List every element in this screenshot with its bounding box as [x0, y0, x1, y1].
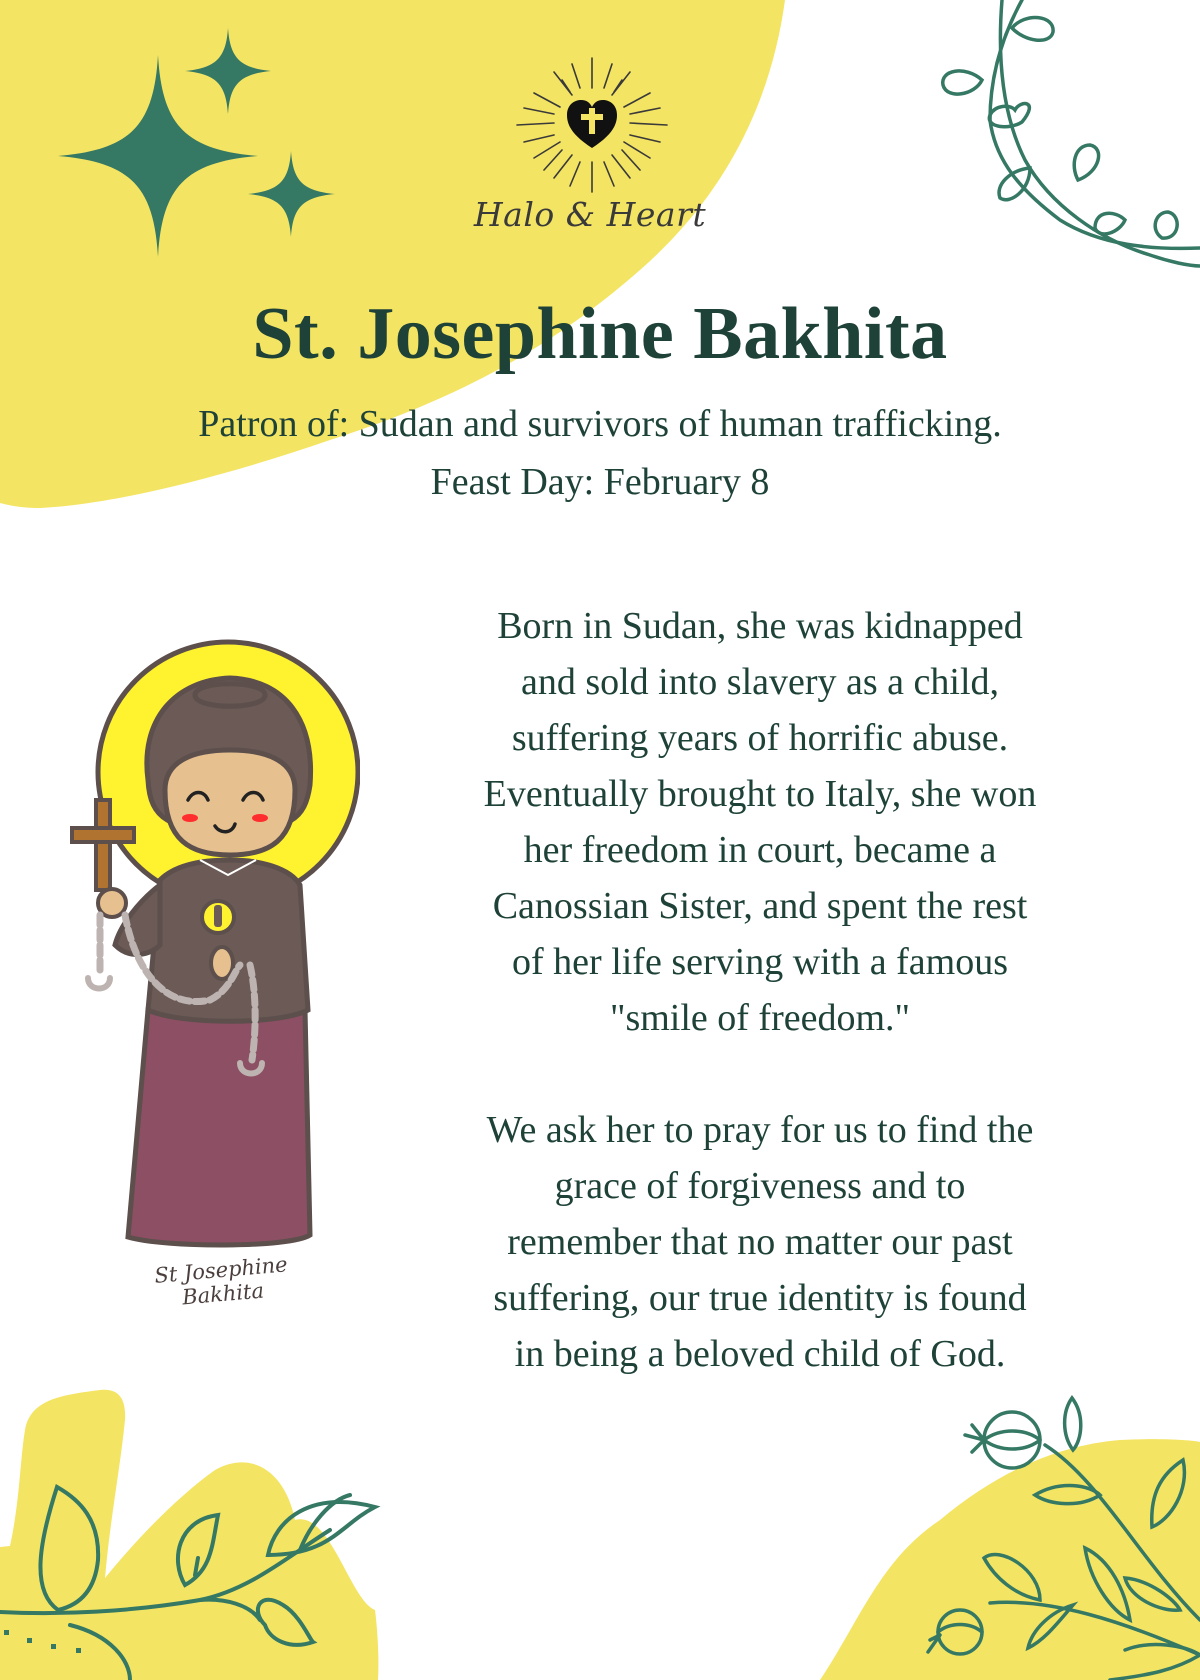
- bio-line: suffering years of horrific abuse.: [511, 717, 1009, 759]
- bio-line: Eventually brought to Italy, she won: [483, 773, 1037, 815]
- bio-line: Canossian Sister, and spent the rest: [492, 885, 1028, 927]
- patron-line: Patron of: Sudan and survivors of human trafficking.: [198, 403, 1002, 445]
- bio-line: of her life serving with a famous: [512, 941, 1008, 983]
- robe: [128, 1010, 310, 1245]
- bio-line: remember that no matter our past: [507, 1221, 1013, 1263]
- bio-line: "smile of freedom.": [609, 997, 911, 1039]
- bio-line: suffering, our true identity is found: [493, 1277, 1027, 1319]
- bio-line: grace of forgiveness and to: [554, 1165, 966, 1207]
- saint-illustration: [60, 630, 360, 1270]
- face: [165, 750, 295, 855]
- bio-line: in being a beloved child of God.: [514, 1333, 1006, 1375]
- bio-paragraph-2: [420, 1102, 1100, 1382]
- bio-paragraph-1: [420, 598, 1100, 1046]
- feast-day-line: Feast Day: February 8: [430, 461, 770, 503]
- bio-line: We ask her to pray for us to find the: [486, 1109, 1034, 1151]
- illustration-caption: St Josephine Bakhita: [153, 1252, 289, 1310]
- bio-line: Born in Sudan, she was kidnapped: [497, 605, 1023, 647]
- top-right-vine-ornament: [943, 0, 1200, 266]
- biography: [420, 598, 1100, 1438]
- page-title: St. Josephine Bakhita: [252, 293, 948, 375]
- brand-name: Halo & Heart: [473, 195, 707, 234]
- bio-line: her freedom in court, became a: [523, 829, 997, 871]
- bio-line: and sold into slavery as a child,: [520, 661, 1000, 703]
- radiant-heart-cross-icon: [512, 50, 672, 200]
